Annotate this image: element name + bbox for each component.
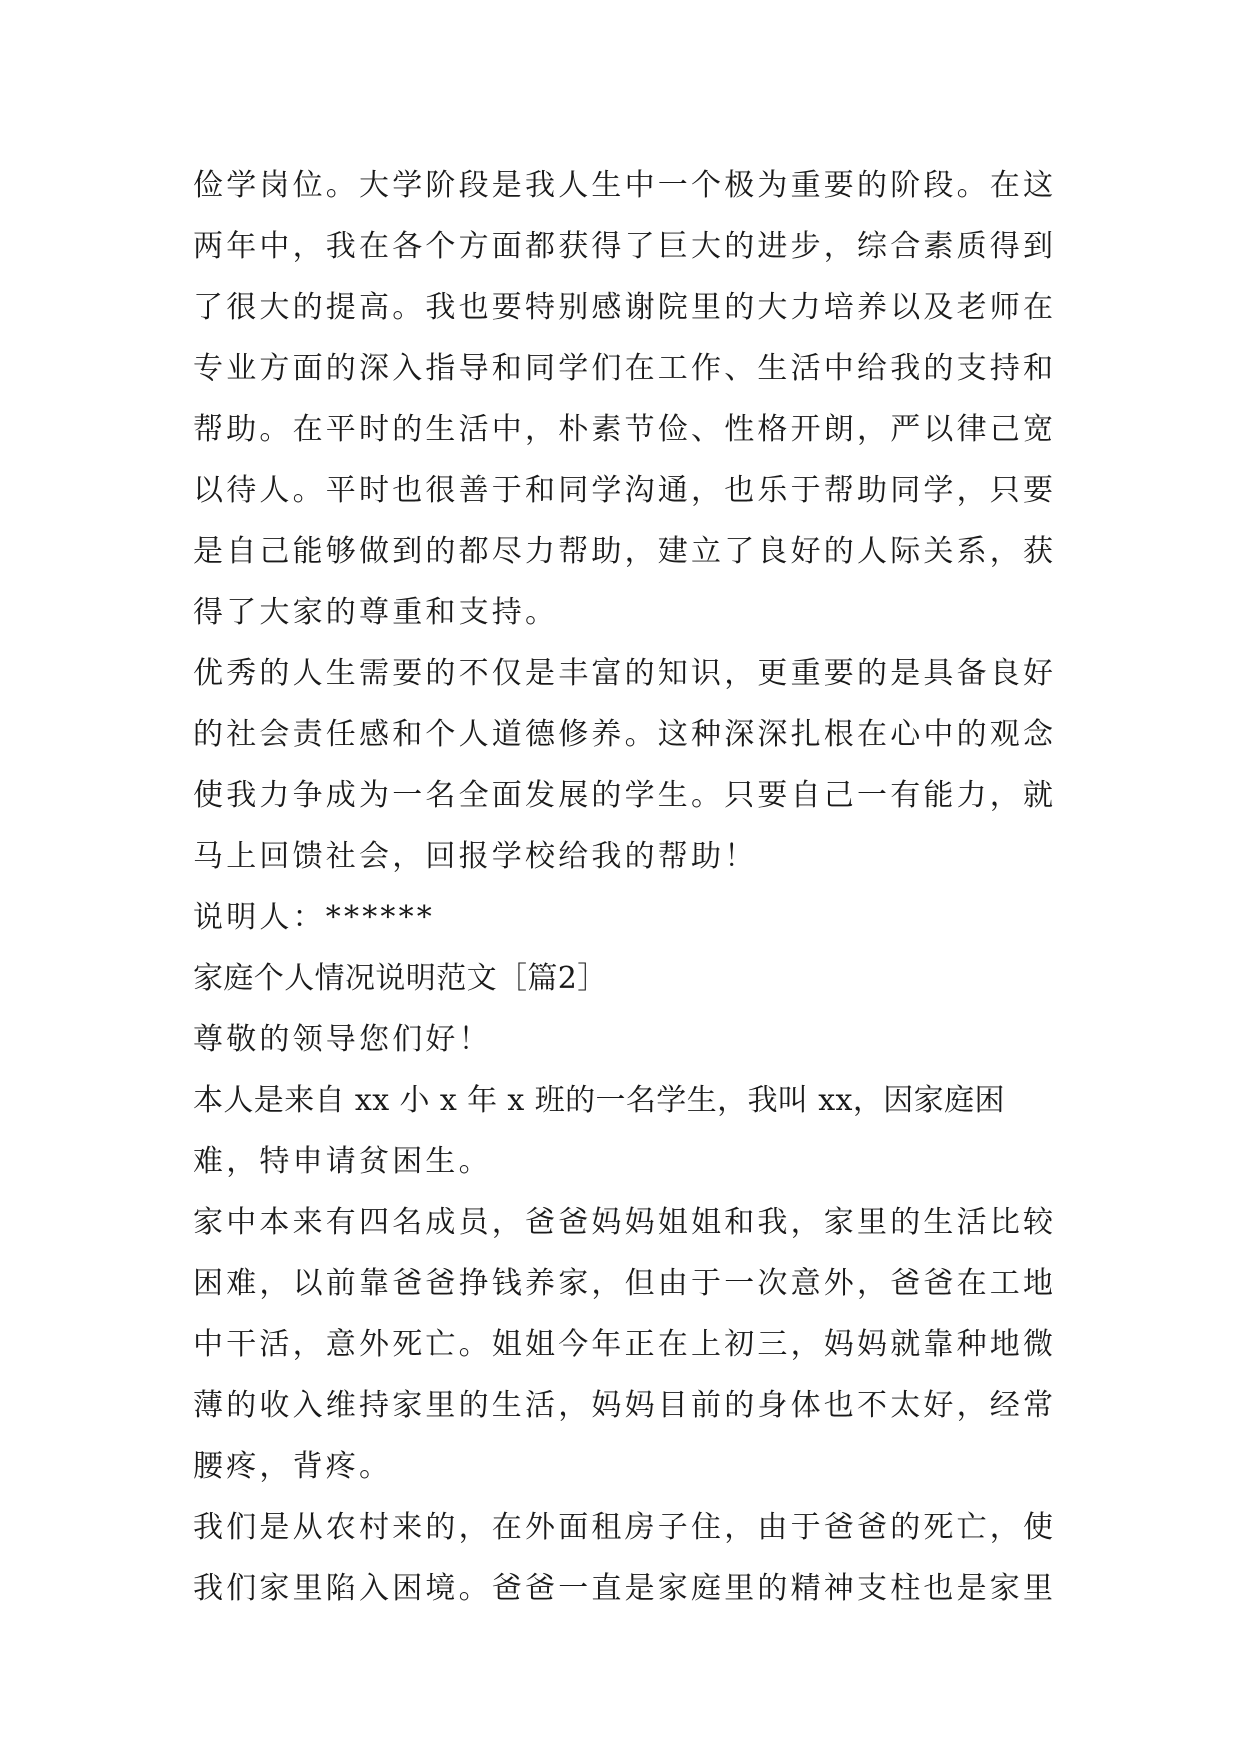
text-line: 俭学岗位。大学阶段是我人生中一个极为重要的阶段。在这 [193, 168, 1057, 203]
text-line: 薄的收入维持家里的生活，妈妈目前的身体也不太好，经常 [193, 1388, 1057, 1423]
signature-line: 说明人：****** [193, 900, 435, 935]
salutation: 尊敬的领导您们好！ [193, 1022, 492, 1057]
text-line: 困难，以前靠爸爸挣钱养家，但由于一次意外，爸爸在工地 [193, 1266, 1057, 1301]
text-line: 难，特申请贫困生。 [193, 1144, 492, 1179]
text-line: 家中本来有四名成员，爸爸妈妈姐姐和我，家里的生活比较 [193, 1205, 1057, 1240]
text-line: 我们是从农村来的，在外面租房子住，由于爸爸的死亡，使 [193, 1510, 1057, 1545]
text-line: 专业方面的深入指导和同学们在工作、生活中给我的支持和 [193, 351, 1057, 386]
text-line: 优秀的人生需要的不仅是丰富的知识，更重要的是具备良好 [193, 656, 1057, 691]
text-line: 以待人。平时也很善于和同学沟通，也乐于帮助同学，只要 [193, 473, 1057, 508]
document-body [193, 155, 1063, 1619]
text-line: 腰疼，背疼。 [193, 1449, 393, 1484]
text-line: 使我力争成为一名全面发展的学生。只要自己一有能力，就 [193, 778, 1057, 813]
text-line: 马上回馈社会，回报学校给我的帮助！ [193, 839, 758, 874]
text-line: 了很大的提高。我也要特别感谢院里的大力培养以及老师在 [193, 290, 1057, 325]
section-heading: 家庭个人情况说明范文［篇2］ [193, 961, 608, 996]
text-line: 我们家里陷入困境。爸爸一直是家庭里的精神支柱也是家里 [193, 1571, 1057, 1606]
text-line: 得了大家的尊重和支持。 [193, 595, 559, 630]
text-line: 本人是来自 xx 小 x 年 x 班的一名学生，我叫 xx，因家庭困 [193, 1083, 1005, 1118]
text-line: 帮助。在平时的生活中，朴素节俭、性格开朗，严以律己宽 [193, 412, 1057, 447]
text-line: 两年中，我在各个方面都获得了巨大的进步，综合素质得到 [193, 229, 1057, 264]
text-line: 是自己能够做到的都尽力帮助，建立了良好的人际关系，获 [193, 534, 1057, 569]
text-line: 中干活，意外死亡。姐姐今年正在上初三，妈妈就靠种地微 [193, 1327, 1057, 1362]
text-line: 的社会责任感和个人道德修养。这种深深扎根在心中的观念 [193, 717, 1057, 752]
